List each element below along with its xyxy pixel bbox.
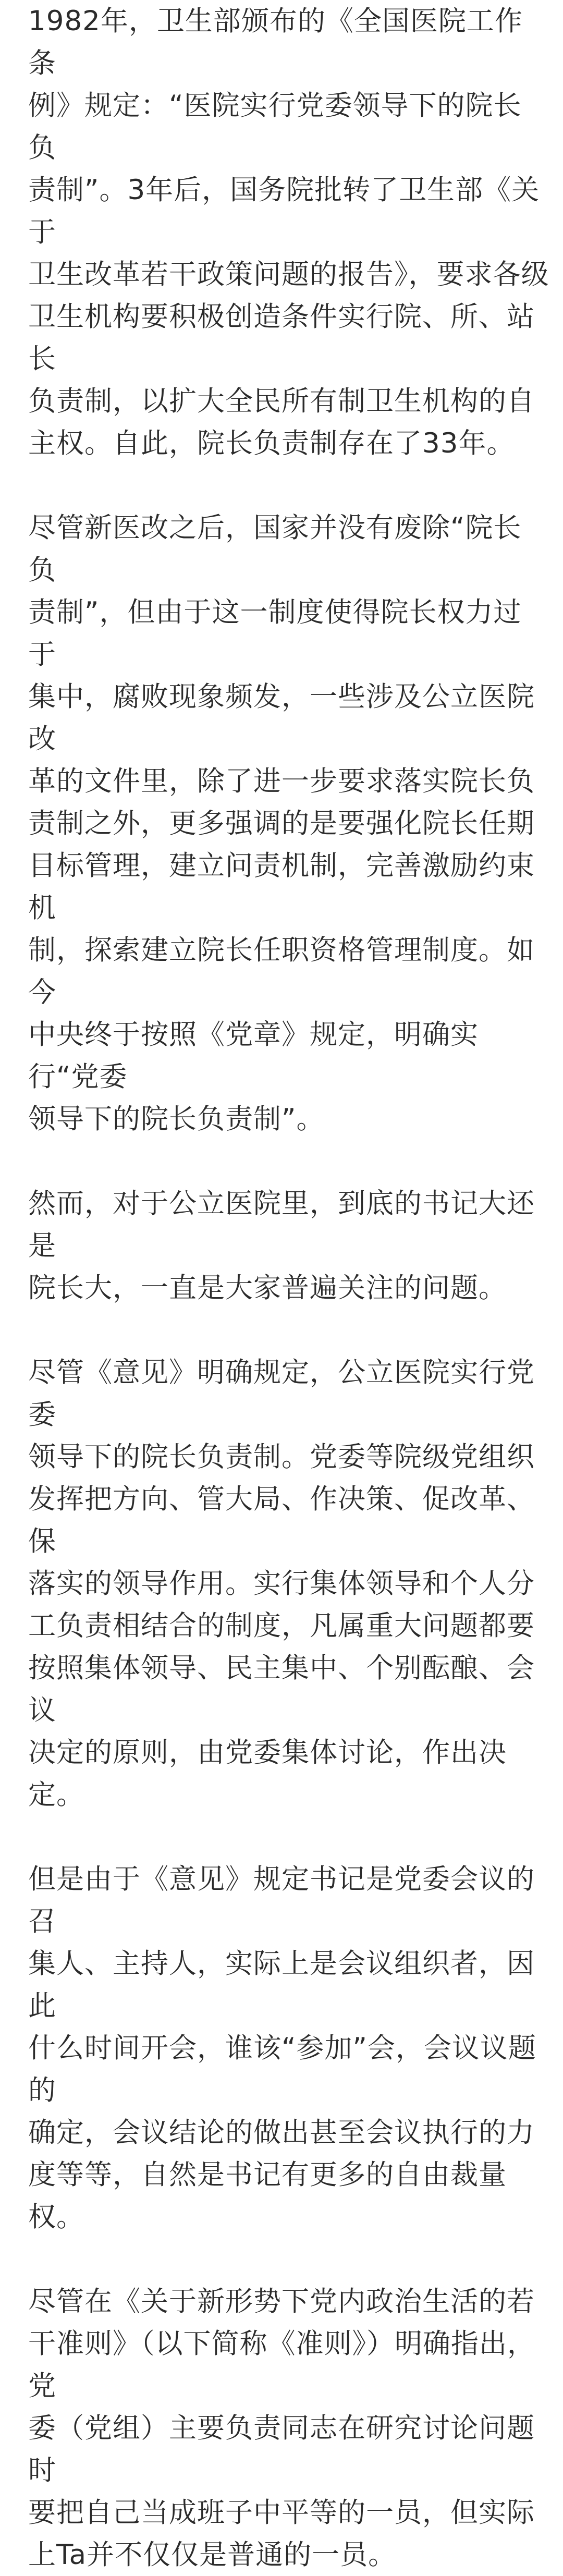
paragraph-opinion-rules: 尽管《意见》明确规定，公立医院实行党委 领导下的院长负责制。党委等院级党组织 发挥把方向、管大局、作决策、促改革、保 落实的领导作用。实行集体领导和个人分 工负责相结合的制度，凡属重大问题都要 按照集体领导、民主集中、个别酝酿、会议 决定的原则，由党委集体讨论，作出决定。 — [28, 1357, 535, 1811]
paragraph-gap — [28, 465, 549, 507]
paragraph-reform: 尽管新医改之后，国家并没有废除“院长负 责制”，但由于这一制度使得院长权力过于 集中，腐败现象频发，一些涉及公立医院改 革的文件里，除了进一步要求落实院长负 责制之外，更多强调的是要强化院长任期 目标管理，建立问责机制，完善激励约束机 制，探索建立院长任职资格管理制度。如今 中央终于按照《党章》规定，明确实行“党委 领导下的院长负责制”。 — [28, 512, 535, 1135]
paragraph-gap — [28, 1309, 549, 1351]
paragraph-question: 然而，对于公立医院里，到底的书记大还是 院长大，一直是大家普遍关注的问题。 — [28, 1188, 535, 1304]
paragraph-gap — [28, 1816, 549, 1858]
paragraph-gap — [28, 2238, 549, 2280]
paragraph-guidelines: 尽管在《关于新形势下党内政治生活的若 干准则》（以下简称《准则》）明确指出，党 委（党组）主要负责同志在研究讨论问题时 要把自己当成班子中平等的一员，但实际 上Ta并不仅仅是普通的一员。 — [28, 2286, 535, 2571]
article-body — [28, 0, 549, 2576]
paragraph-gap — [28, 1140, 549, 1182]
paragraph-secretary-power: 但是由于《意见》规定书记是党委会议的召 集人、主持人，实际上是会议组织者，因此 什么时间开会，谁该“参加”会，会议议题的 确定，会议结论的做出甚至会议执行的力 度等等，自然是书记有更多的自由裁量权。 — [28, 1863, 536, 2233]
paragraph-history: 1982年，卫生部颁布的《全国医院工作条 例》规定：“医院实行党委领导下的院长负 责制”。3年后，国务院批转了卫生部《关于 卫生改革若干政策问题的报告》，要求各级 卫生机构要积极创造条件实行院、所、站长 负责制，以扩大全民所有制卫生机构的自 主权。自此，院长负责制存在了33年。 — [28, 5, 549, 459]
